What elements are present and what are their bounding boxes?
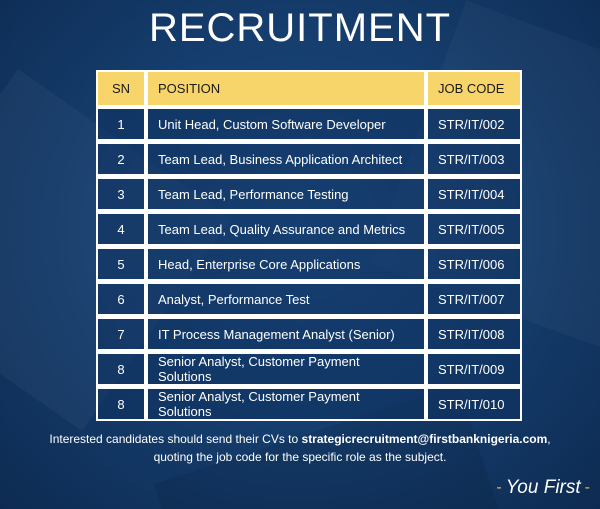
row-sn: 3 (96, 176, 146, 211)
row-job-code: STR/IT/004 (426, 176, 522, 211)
row-job-code: STR/IT/003 (426, 141, 522, 176)
recruitment-email: strategicrecruitment@firstbanknigeria.com (301, 432, 548, 446)
table-row (96, 246, 522, 281)
tagline-dash-left: - (496, 479, 502, 496)
row-sn: 8 (96, 351, 146, 386)
row-sn: 7 (96, 316, 146, 351)
table-row (96, 141, 522, 176)
header-job-code: JOB CODE (426, 70, 522, 107)
row-sn: 8 (96, 386, 146, 421)
row-job-code: STR/IT/010 (426, 386, 522, 421)
row-position: Team Lead, Performance Testing (146, 176, 426, 211)
row-position: Analyst, Performance Test (146, 281, 426, 316)
header-sn: SN (96, 70, 146, 107)
note-punctuation: , (547, 432, 551, 446)
row-job-code: STR/IT/006 (426, 246, 522, 281)
row-position: Senior Analyst, Customer Payment Solutions (146, 351, 426, 386)
row-position: IT Process Management Analyst (Senior) (146, 316, 426, 351)
table-row (96, 107, 522, 141)
row-position: Team Lead, Quality Assurance and Metrics (146, 211, 426, 246)
row-position: Head, Enterprise Core Applications (146, 246, 426, 281)
table-row (96, 176, 522, 211)
table-row (96, 211, 522, 246)
row-sn: 4 (96, 211, 146, 246)
row-sn: 5 (96, 246, 146, 281)
row-job-code: STR/IT/008 (426, 316, 522, 351)
application-note (20, 430, 580, 466)
row-sn: 1 (96, 107, 146, 141)
note-subject-instruction: quoting the job code for the specific role as the subject. (153, 450, 447, 464)
row-job-code: STR/IT/005 (426, 211, 522, 246)
brand-tagline (496, 477, 590, 499)
table-row (96, 386, 522, 421)
row-job-code: STR/IT/007 (426, 281, 522, 316)
tagline-dash-right: - (584, 479, 590, 496)
note-text: Interested candidates should send their CVs to (49, 432, 302, 446)
row-job-code: STR/IT/002 (426, 107, 522, 141)
table-row (96, 316, 522, 351)
table-row (96, 281, 522, 316)
jobs-table (96, 70, 522, 421)
page-title: RECRUITMENT (148, 6, 452, 50)
table-header-row (96, 70, 522, 107)
table-row (96, 351, 522, 386)
row-position: Team Lead, Business Application Architect (146, 141, 426, 176)
row-sn: 2 (96, 141, 146, 176)
row-position: Unit Head, Custom Software Developer (146, 107, 426, 141)
row-job-code: STR/IT/009 (426, 351, 522, 386)
row-position: Senior Analyst, Customer Payment Solutions (146, 386, 426, 421)
row-sn: 6 (96, 281, 146, 316)
tagline-text: You First (505, 477, 581, 498)
header-position: POSITION (146, 70, 426, 107)
